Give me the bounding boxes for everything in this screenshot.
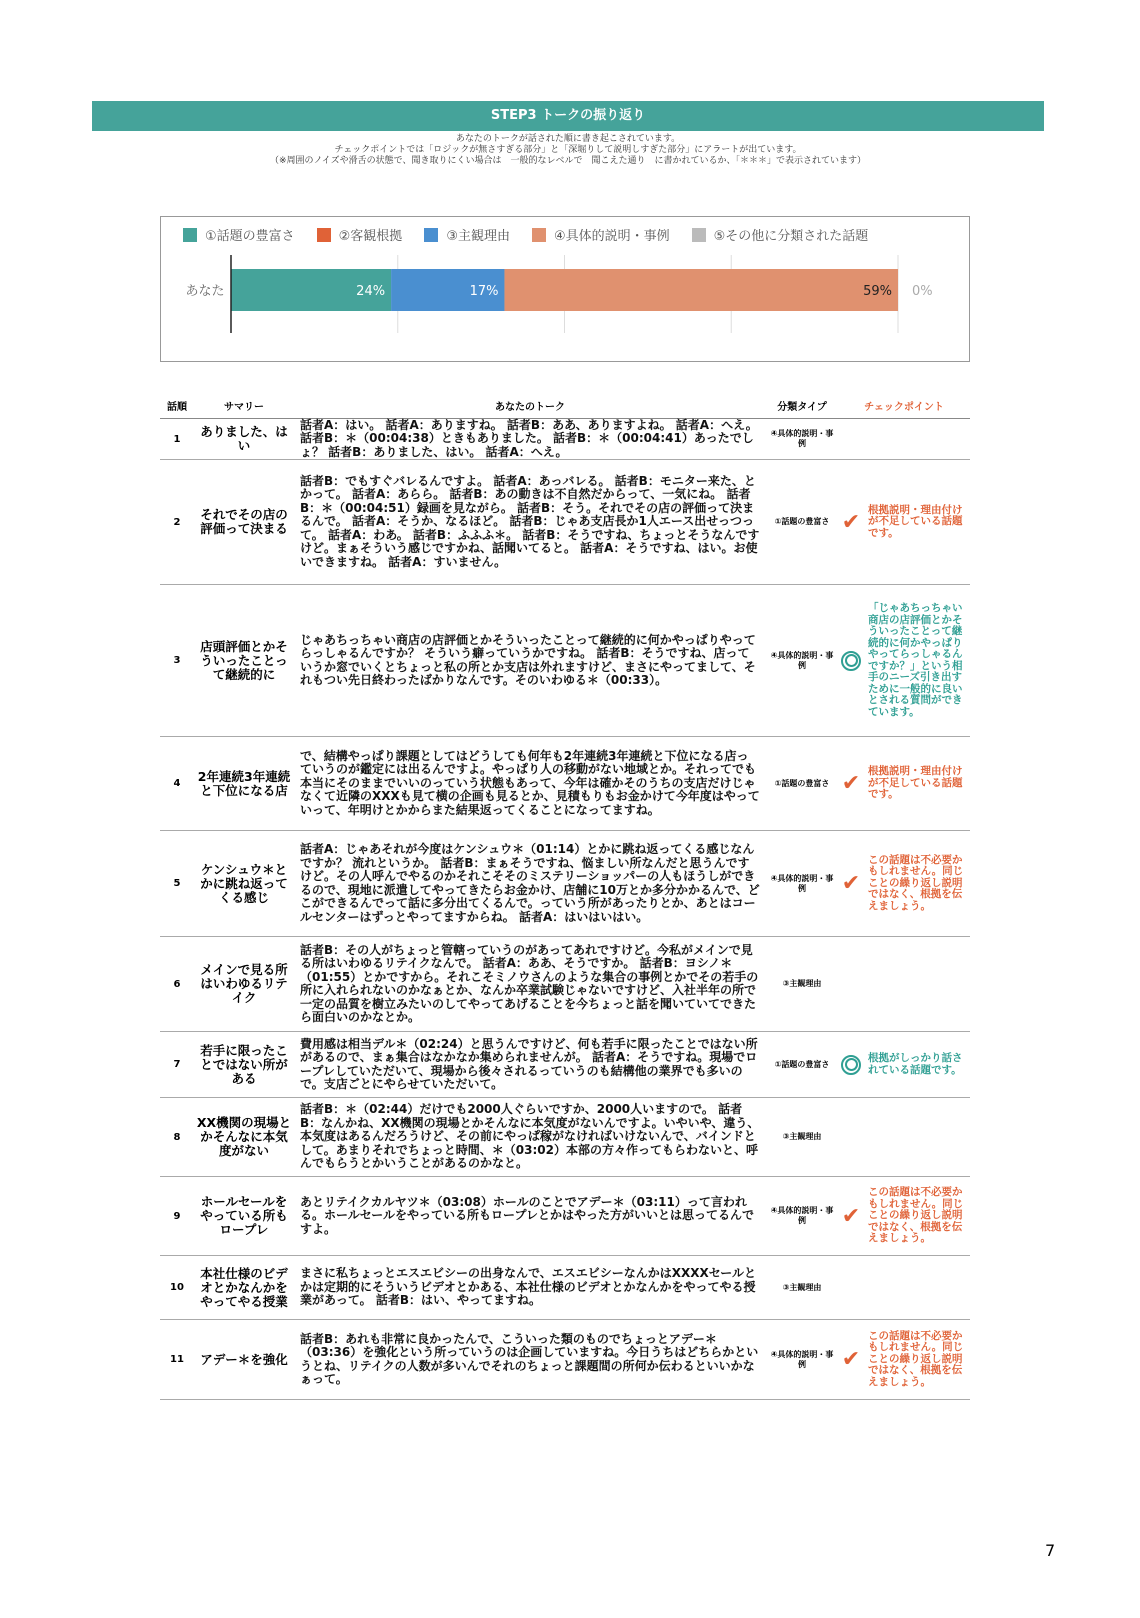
row-number: 6 [173,978,181,990]
bar-segment [504,269,898,311]
table-row [160,585,970,737]
legend-label: ②客観根拠 [338,229,403,244]
row-type: ④具体的説明・事例 [770,1349,834,1369]
legend-label: ①話題の豊富さ [205,229,295,244]
row-number: 3 [173,655,181,666]
row-summary: ホールセールをやっている所もロープレ [200,1194,288,1237]
check-icon: ✔ [841,771,861,796]
page-title: STEP3 トークの振り返り [92,101,1044,131]
row-type: ①話題の豊富さ [774,517,830,526]
row-type: ③主観理由 [782,1282,822,1292]
row-summary: 2年連続3年連続と下位になる店 [197,768,291,798]
page-number: 7 [1045,1541,1056,1560]
row-summary: ケンシュウ＊とかに跳ね返ってくる感じ [200,861,288,905]
legend-label: ⑤その他に分類された話題 [713,229,869,244]
table-row [160,1256,970,1320]
row-number: 10 [170,1282,184,1293]
double-circle-icon [841,651,861,671]
table-row [160,1177,970,1256]
header-type: 分類タイプ [777,402,827,413]
row-icon-cell [838,737,864,830]
row-checkpoint: この話題は不必要かもしれません。同じことの繰り返し説明ではなく、根拠を伝えましょう。 [868,853,964,912]
intro-line: あなたのトークが話された順に書き起こされています。 [455,134,681,144]
row-summary: アデー＊を強化 [200,1351,288,1367]
row-summary: 店頭評価とかそういったことって継続的に [200,638,288,682]
table-row [160,737,970,831]
row-type: ③主観理由 [782,1132,822,1141]
row-icon-cell [838,460,864,584]
check-icon: ✔ [841,1203,861,1229]
row-summary: メインで見る所はいわゆるリテイク [200,962,288,1005]
legend-label: ④具体的説明・事例 [553,229,670,244]
row-number: 5 [173,878,181,889]
row-talk: 話者A：じゃあそれが今度はケンシュウ＊（01:14）とかに跳ね返ってくる感じなんですか？ 流れというか。 話者B：まぁそうですね、悩ましい所なんだと思うんですけど。その人呼んでやるのかそれこそそのミステリーショッパーの人もほうしができるので、現地に派遣してやってきたらお金かけ、店舗に10万とか多分かかるんで、どこができるんでって話に多分出てくるんで。っていう所があったりとか、あとはコールセンターはずっとやってますからね。 話者A：はいはいはい。 [300,842,760,924]
intro-line: （※周囲のノイズや滑舌の状態で、聞き取りにくい場合は 一般的なレベルで 聞こえた通り に書かれているか、「＊＊＊」で表示されています） [270,156,866,166]
row-talk: 話者B：その人がちょっと管轄っていうのがあってあれですけど。今私がメインで見る所はいわゆるリテイクなんで。 話者A：ああ、そうですか。 話者B：ヨシノ＊（01:55）とかですから。それこそミノウさんのような集合の事例とかでその若手の所に入れられないのかなぁとか、なんか卒業試験じゃないですけど、入社半年の所で一定の品質を樹立みたいのしてやってあげることを今ちょっと話を聞いていてできたら面白いのかなとか。 [300,942,759,1024]
row-number: 2 [173,516,181,528]
row-type: ③主観理由 [782,979,822,988]
row-icon-cell [838,1256,864,1319]
header-talk: あなたのトーク [495,402,565,413]
row-talk: まさに私ちょっとエスエビシーの出身なんで、エスエビシーなんかはXXXXセールとかは定期的にそういうビデオとかある、本社仕様のビデオとかなんかをやってやる授業があって。 話者B：はい、やってますね。 [300,1266,757,1308]
row-talk: あとリテイクカルヤツ＊（03:08）ホールのことでアデー＊（03:11）って言われる。ホールセールをやっている所もロープレとかはやった方がいいとは思ってるんですよ。 [300,1194,754,1236]
data-label: 17% [469,284,499,299]
table-row [160,937,970,1032]
row-talk: 話者A：はい。 話者A：ありますね。 話者B：ああ、ありますよね。 話者A：へえ。 話者B：＊（00:04:38）ときもありました。 話者B：＊（00:04:41）あったでしょ？ 話者B：ありました、はい。 話者A：へえ。 [300,417,758,459]
row-number: 4 [173,778,181,789]
double-circle-icon [841,1055,861,1075]
table-row [160,1320,970,1400]
header-num: 話順 [167,402,187,413]
row-summary: 若手に限ったことではない所がある [200,1042,288,1086]
table-row [160,1098,970,1177]
row-type: ④具体的説明・事例 [770,1206,834,1225]
row-icon-cell [838,937,864,1031]
check-icon: ✔ [841,1347,861,1372]
row-checkpoint [868,1256,970,1319]
row-talk: で、結構やっぱり課題としてはどうしても何年も2年連続3年連続と下位になる店っていうのが鑑定には出るんですよ。やっぱり人の移動がない地域とか。それってでも本当にそのままでいいのっていう状態もあって、今年は確かそのうちの支店だけじゃなくて近隣のXXXも見て横の企画も見るとか、見積もりもお金かけて今年度はやっていって、年明けとかからまた結果返ってくることになってますね。 [300,748,760,817]
row-talk: 話者B：でもすぐバレるんですよ。 話者A：あっバレる。 話者B：モニター来た、とかって。 話者A：あらら。 話者B：あの動きは不自然だからって、一気にね。 話者B：＊（00:04:51）録画を見ながら。 話者B：そう。それでその店の評価って決まるんで。 話者A：そうか、なるほど。 話者B：じゃあ支店長か1人エース出せっつって。 話者A：わあ。 話者B：ふふふ＊。 話者B：そうですね、ちょっとそうなんですけど。まぁそういう感じですかね、話聞いてると。 話者A：そうですね、はい。お使いできますね。 話者A：すいません。 [300,473,760,569]
row-type: ④具体的説明・事例 [770,650,834,670]
row-type: ④具体的説明・事例 [770,873,834,893]
row-checkpoint: 根拠説明・理由付けが不足している話題です。 [868,503,963,539]
row-icon-cell [838,419,864,459]
category-chart [160,216,970,362]
row-talk: 話者B：あれも非常に良かったんで、こういった類のものでちょっとアデー＊（03:36）を強化という所っていうのは企画していますね。今日うちはどちらかというとね、リテイクの人数が多いんでそれのちょっと課題間の所何か伝わるといいかなぁって。 [300,1331,759,1386]
intro-line: チェックポイントでは「ロジックが無さすぎる部分」と「深堀りして説明しすぎた部分」にアラートが出ています。 [334,145,802,155]
table-row [160,1032,970,1098]
row-checkpoint: この話題は不必要かもしれません。同じことの繰り返し説明ではなく、根拠を伝えましょう。 [868,1329,964,1388]
row-icon-cell [838,1177,864,1255]
row-icon-cell [838,1098,864,1176]
row-checkpoint: この話題は不必要かもしれません。同じことの繰り返し説明ではなく、根拠を伝えましょう。 [868,1186,964,1245]
row-summary: 本社仕様のビデオとかなんかをやってやる授業 [200,1265,288,1309]
row-checkpoint [868,937,970,1031]
row-talk: 話者B：＊（02:44）だけでも2000人ぐらいですか、2000人いますので。 話者B：なんかね、XX機関の現場とかそんなに本気度がないんですよ。いやいや、違う、本気度はあるんだろうけど、その前にやっぱ稼がなければいけないんで、バインドとして。あまりそれでちょっと時間、＊（03:02）本部の方々作ってもらわないと、呼んでもらうとかいうことがあるのかなと。 [300,1102,760,1171]
data-label: 59% [863,284,892,299]
row-talk: じゃあちっちゃい商店の店評価とかそういったことって継続的に何かやっぱりやってらっしゃるんですか？ そういう癖っていうかですね。 話者B：そうですね、店っていうか窓でいくとちょっと私の所とか支店は外れますけど、まさにやってまして、それもつい先日終わったばかりなんです。そのいわゆる＊（00:33）。 [300,632,756,687]
table-row [160,831,970,937]
row-checkpoint: 根拠説明・理由付けが不足している話題です。 [868,765,963,801]
stacked-bar-chart [161,217,969,361]
row-summary: ありました、はい [200,424,288,453]
row-checkpoint [868,419,970,459]
row-type: ④具体的説明・事例 [770,429,834,448]
row-icon-cell [838,585,864,736]
header-check: チェックポイント [864,402,944,413]
header-summary: サマリー [224,402,264,413]
row-number: 9 [173,1210,181,1222]
row-icon-cell [838,1320,864,1399]
row-summary: それでその店の評価って決まる [200,507,288,536]
data-label: 24% [356,284,386,299]
row-summary: XX機関の現場とかそんなに本気度がない [196,1115,292,1158]
row-icon-cell [838,831,864,936]
legend-label: ③主観理由 [446,229,510,244]
check-icon: ✔ [841,509,861,535]
table-row [160,460,970,585]
data-label: 0% [912,284,933,299]
row-checkpoint: 根拠がしっかり話されている話題です。 [868,1052,963,1076]
row-talk: 費用感は相当デル＊（02:24）と思うんですけど、何も若手に限ったことではない所があるので、まぁ集合はなかなか集められませんが。 話者A：そうですね。現場でロープレしていただいて、現場から後々されるっていうのも結構他の業界でも多いので。支店ごとにやらせていただいて。 [300,1036,758,1091]
row-type: ①話題の豊富さ [774,1059,830,1069]
row-checkpoint: 「じゃあちっちゃい商店の店評価とかそういったことって継続的に何かやっぱりやってらっしゃるんですか？」という相手のニーズ引き出すために一般的に良いとされる質問ができています。 [868,602,963,718]
check-icon: ✔ [841,871,861,896]
row-number: 8 [173,1131,181,1143]
row-number: 7 [173,1059,181,1070]
row-number: 1 [173,433,181,445]
category-label: あなた [185,284,225,299]
intro-text [92,134,1044,167]
table-row [160,419,970,460]
row-icon-cell [838,1032,864,1097]
row-number: 11 [170,1354,184,1365]
row-type: ①話題の豊富さ [774,778,830,788]
row-checkpoint [868,1098,970,1176]
